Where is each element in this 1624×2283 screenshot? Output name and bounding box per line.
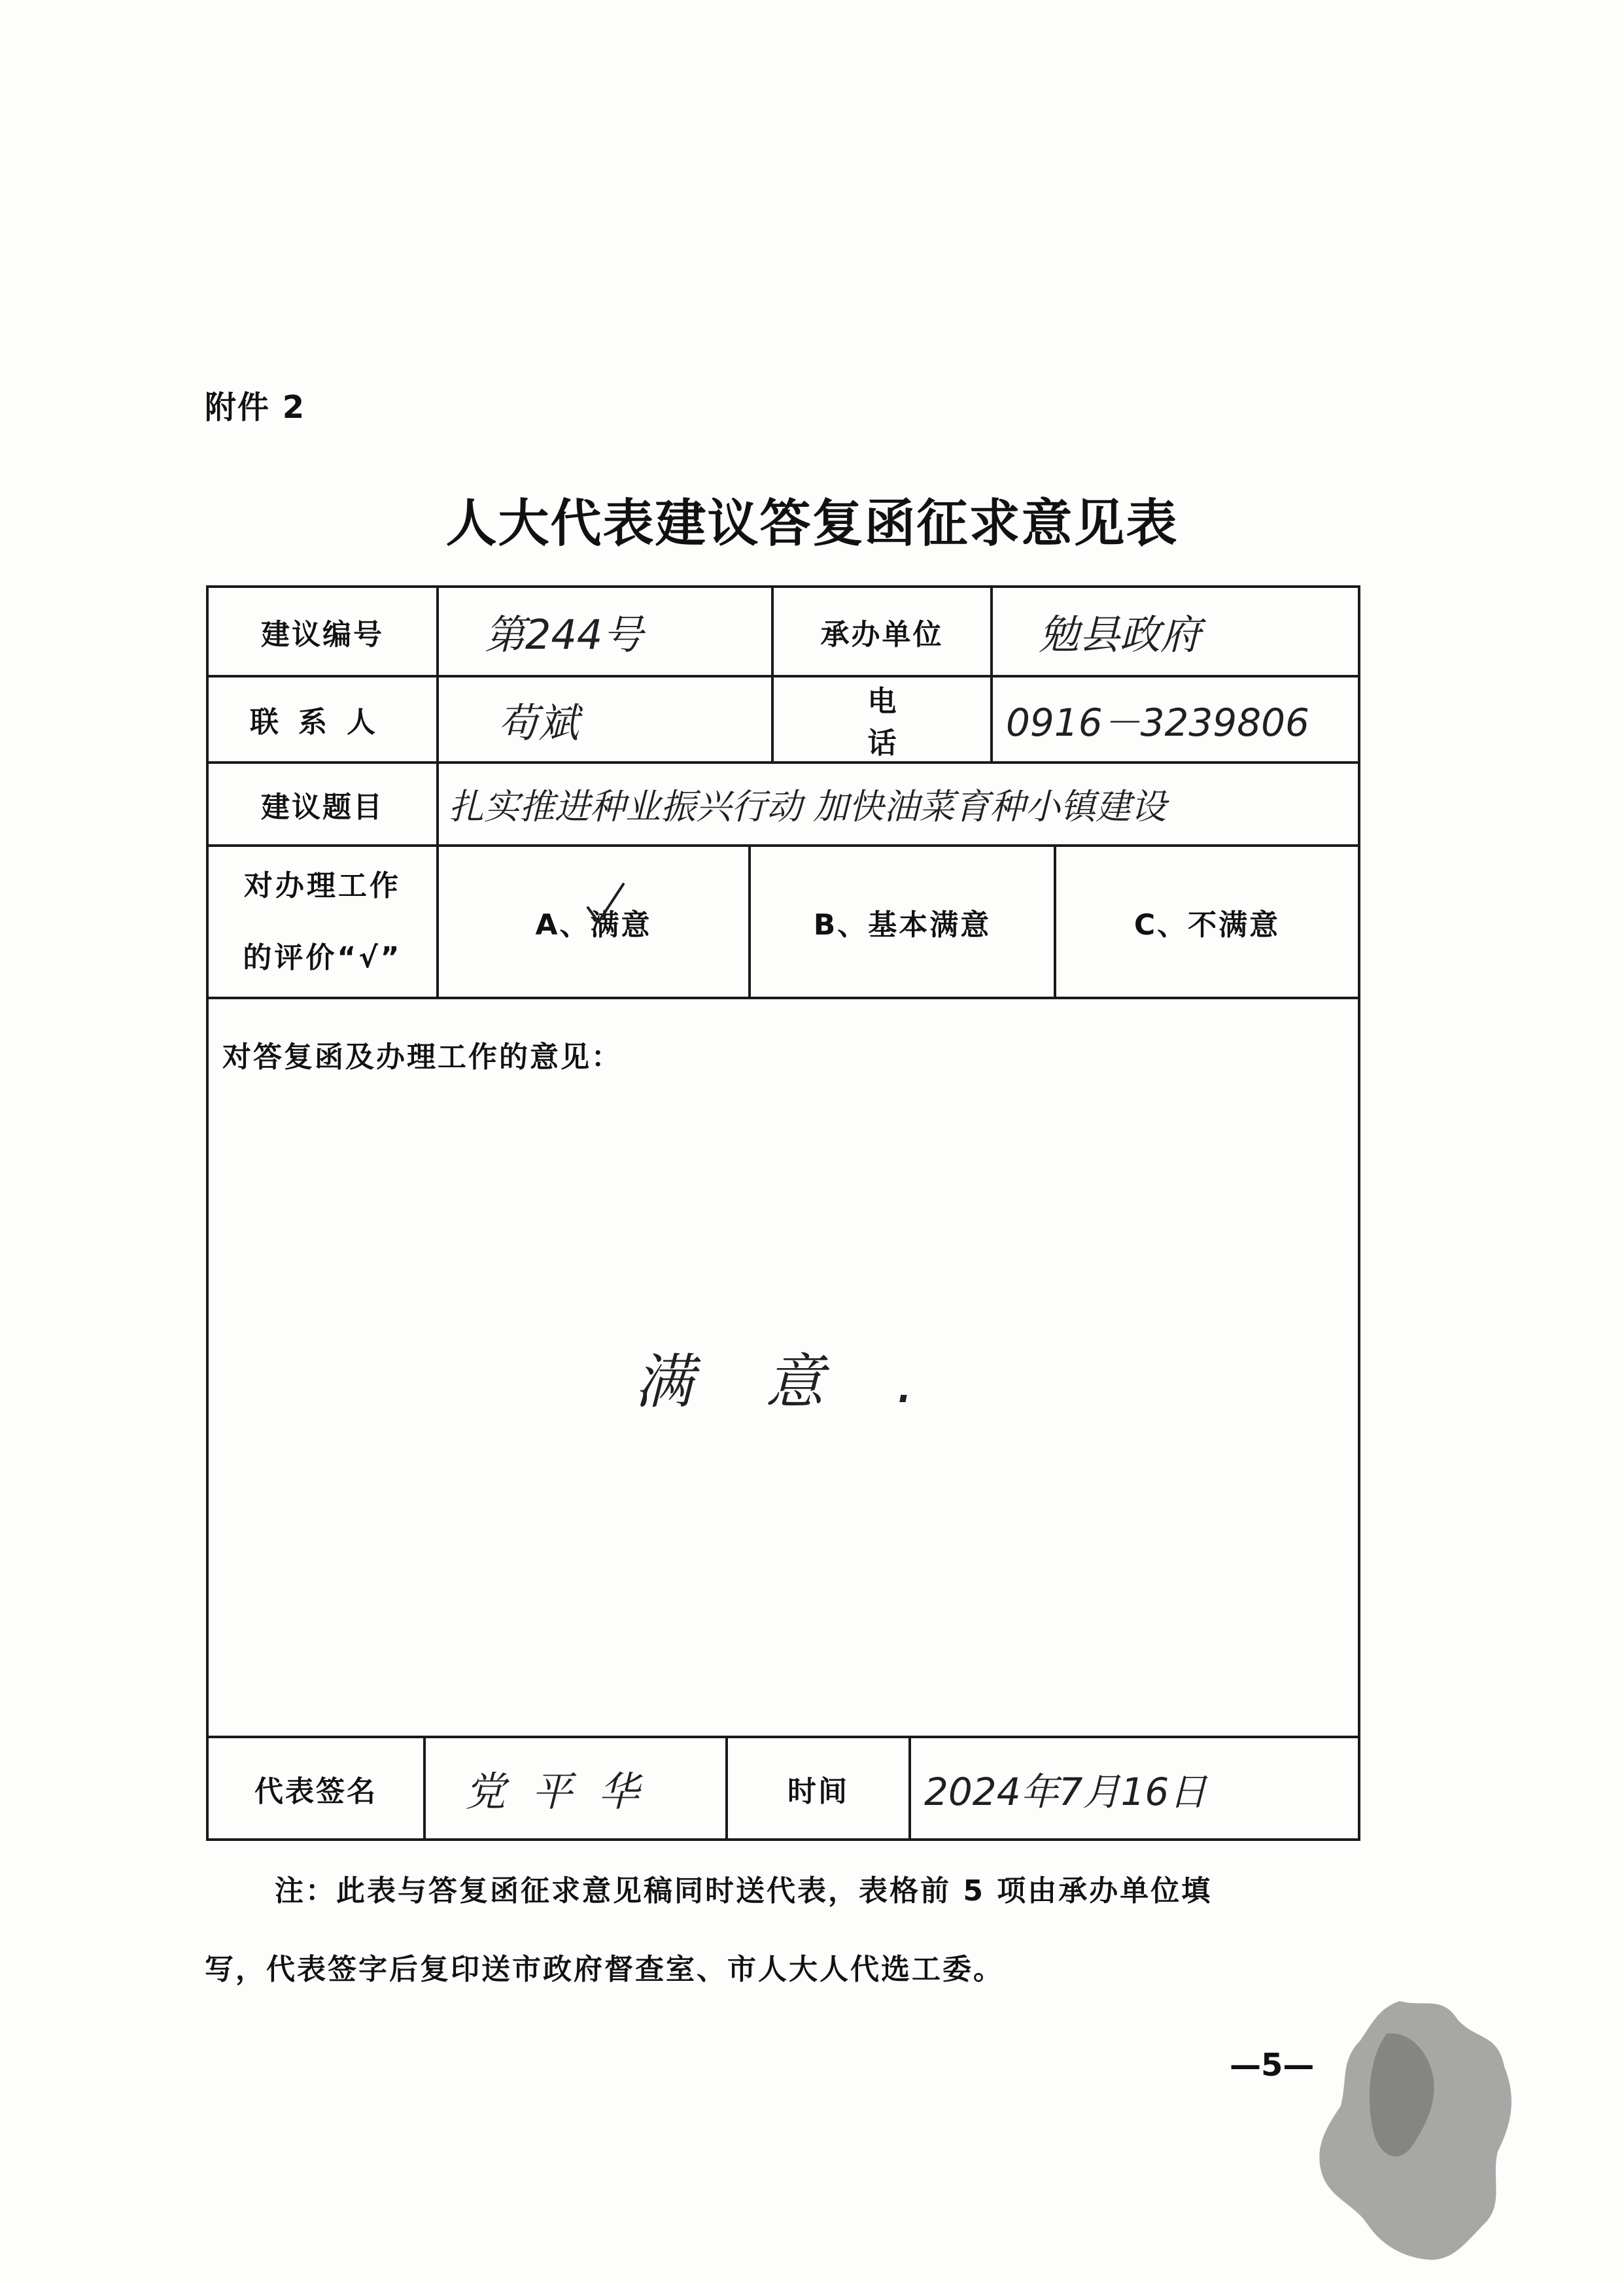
check-mark-icon [585, 882, 626, 927]
label-suggestion-topic: 建议题目 [261, 790, 384, 824]
label-handling-unit: 承办单位 [820, 617, 944, 651]
form-title: 人大代表建议答复函征求意见表 [445, 494, 1179, 553]
label-evaluation-line1: 对办理工作 [244, 868, 401, 902]
label-contact-person: 联系人 [250, 706, 395, 739]
note-line-1: 注：此表与答复函征求意见稿同时送代表，表格前 5 项由承办单位填 [275, 1874, 1213, 1908]
value-representative-signature: 党平华 [465, 1768, 666, 1815]
label-time: 时间 [787, 1774, 849, 1808]
value-suggestion-topic: 扎实推进种业振兴行动 加快油菜育种小镇建设 [449, 786, 1167, 827]
row-divider [209, 997, 1358, 999]
label-opinion: 对答复函及办理工作的意见： [222, 1040, 622, 1074]
label-suggestion-number: 建议编号 [261, 617, 384, 651]
option-basically-satisfied[interactable]: B、基本满意 [813, 908, 992, 942]
page-number: —5— [1230, 2047, 1315, 2084]
label-evaluation-line2: 的评价“√” [243, 940, 402, 974]
value-time: 2024年7月16日 [924, 1769, 1207, 1814]
suggestion-feedback-form [206, 585, 1360, 1841]
value-contact-person: 苟斌 [498, 698, 579, 747]
option-not-satisfied[interactable]: C、不满意 [1133, 908, 1281, 942]
value-suggestion-number: 第244号 [485, 611, 644, 659]
label-phone: 电话 [867, 685, 982, 760]
note-line-2: 写，代表签字后复印送市政府督查室、市人大人代选工委。 [205, 1953, 1004, 1986]
attachment-label: 附件 2 [205, 389, 306, 426]
value-phone: 0916－3239806 [1006, 700, 1309, 745]
label-representative-signature: 代表签名 [254, 1774, 377, 1808]
option-satisfied[interactable]: A、满意 [535, 908, 652, 942]
value-opinion: 满意. [634, 1348, 987, 1416]
value-handling-unit: 勉县政府 [1039, 611, 1201, 659]
label-evaluation [209, 847, 436, 997]
ink-stain-icon [1302, 1995, 1524, 2269]
